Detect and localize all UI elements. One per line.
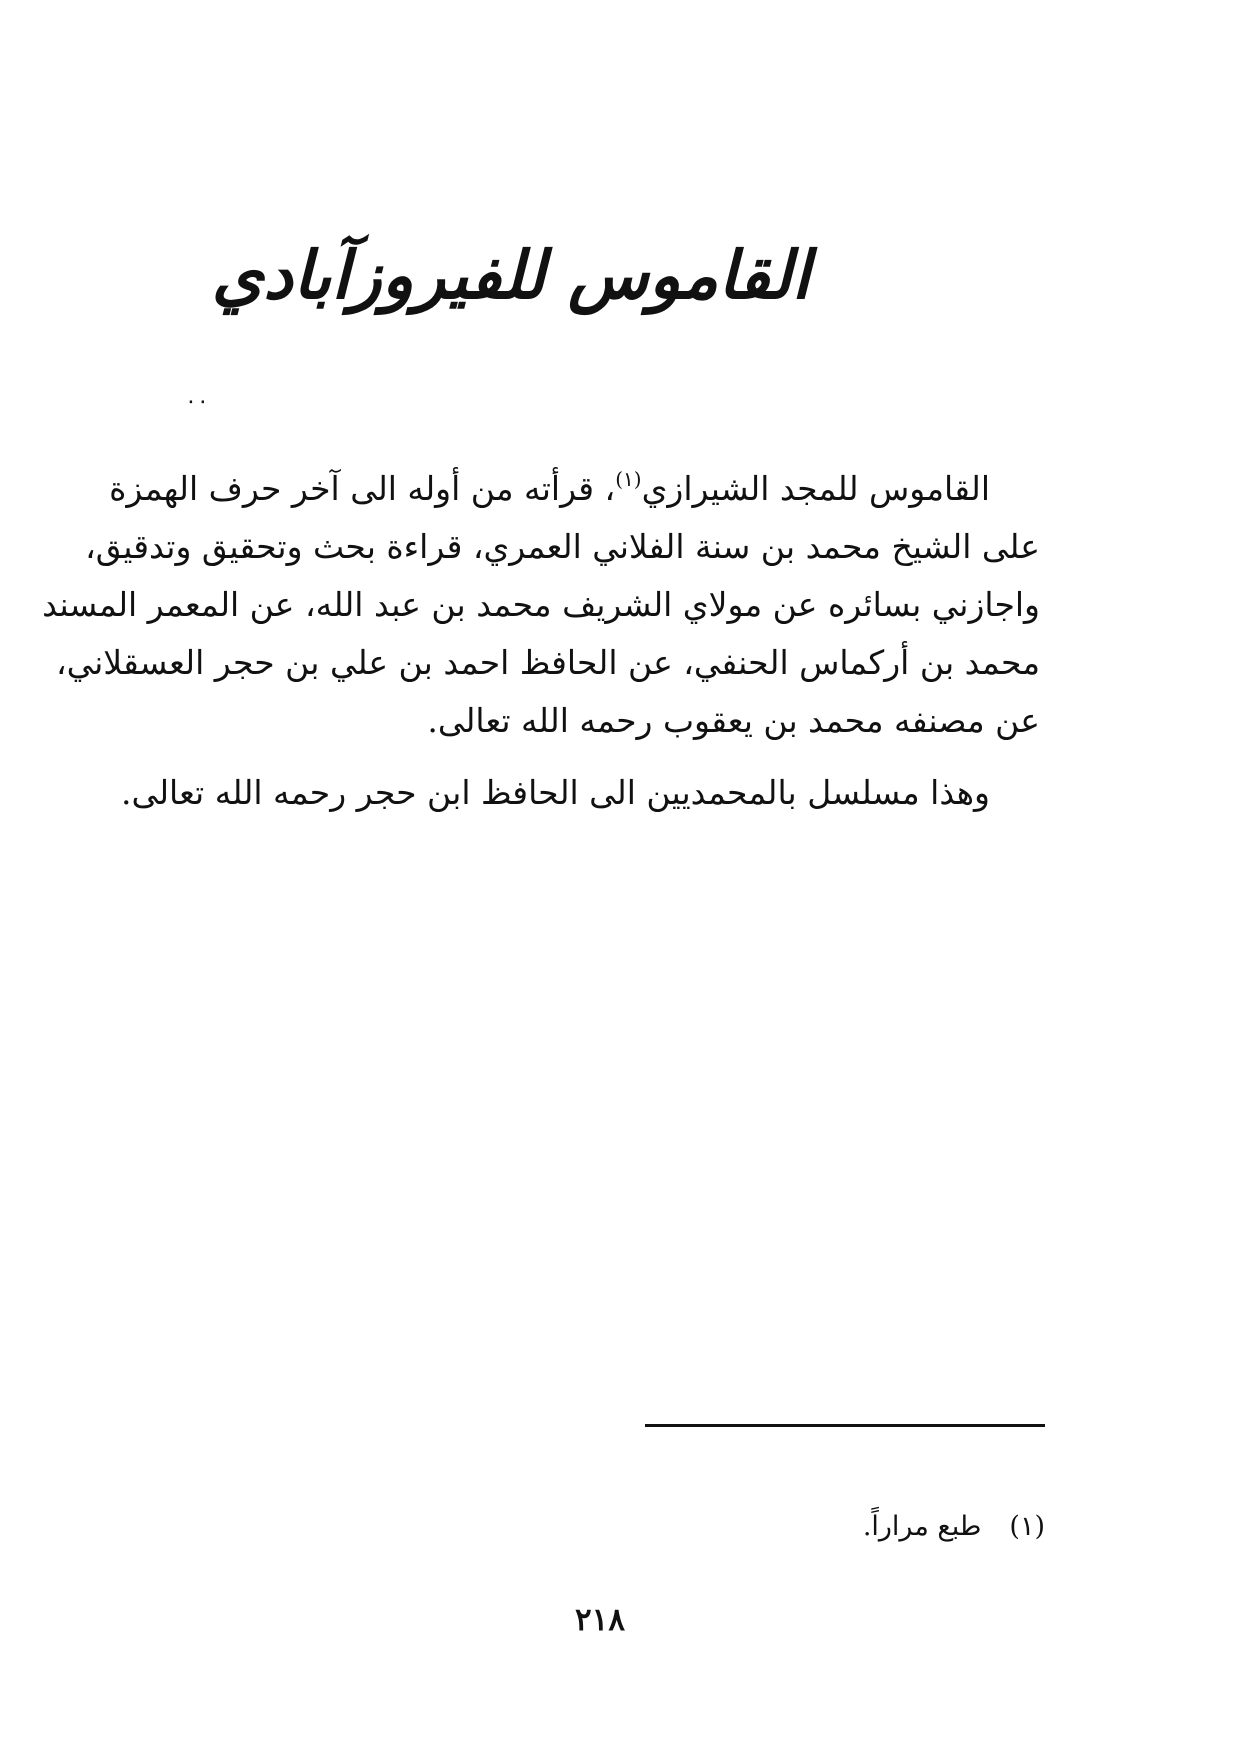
paragraph-2 bbox=[121, 764, 1040, 822]
page-title: القاموس للفيروزآبادي bbox=[211, 236, 810, 314]
paragraph-1-line-4: محمد بن أركماس الحنفي، عن الحافظ احمد بن علي بن حجر العسقلاني، bbox=[55, 643, 1040, 682]
paragraph-1-line-2: على الشيخ محمد بن سنة الفلاني العمري، قراءة بحث وتحقيق وتدقيق، bbox=[85, 527, 1040, 566]
paragraph-1 bbox=[42, 460, 1040, 750]
paragraph-1-line-5: عن مصنفه محمد بن يعقوب رحمه الله تعالى. bbox=[427, 701, 1040, 740]
footnote-marker: (١) bbox=[1009, 1511, 1045, 1542]
footnote-divider bbox=[645, 1424, 1045, 1427]
line-1-end-text: ، قرأته من أوله الى آخر حرف الهمزة bbox=[109, 469, 616, 508]
stray-mark: ٠٠ bbox=[185, 389, 209, 414]
paragraph-1-line-3: واجازني بسائره عن مولاي الشريف محمد بن عبد الله، عن المعمر المسند bbox=[42, 585, 1040, 624]
page-number: ٢١٨ bbox=[575, 1602, 625, 1638]
footnote bbox=[700, 1505, 1045, 1549]
line-1-start-text: القاموس للمجد الشيرازي bbox=[641, 469, 990, 508]
footnote-reference: (١) bbox=[615, 467, 642, 491]
body-text bbox=[42, 460, 1040, 822]
footnote-text: طبع مراراً. bbox=[862, 1511, 982, 1542]
paragraph-1-line-1 bbox=[109, 460, 1040, 518]
paragraph-2-line-1: وهذا مسلسل بالمحمديين الى الحافظ ابن حجر رحمه الله تعالى. bbox=[121, 773, 990, 812]
